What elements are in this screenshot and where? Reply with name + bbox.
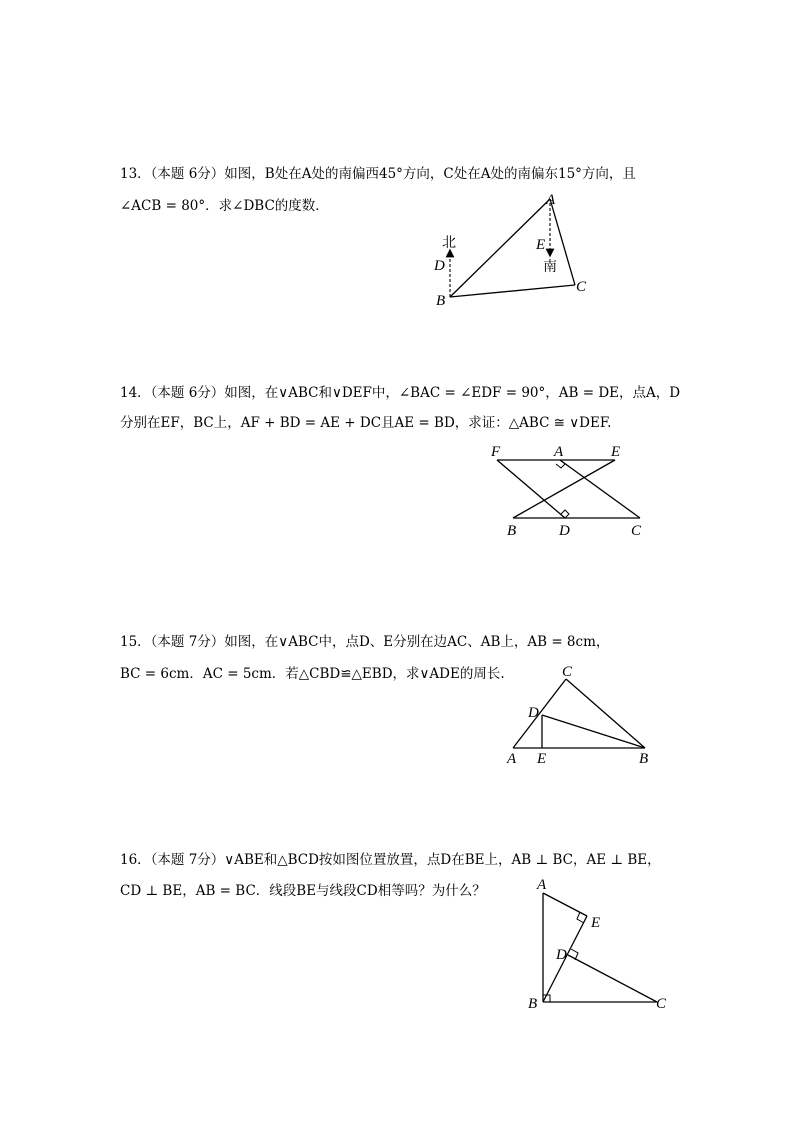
label-a: A: [554, 444, 564, 460]
problem-16-figure: [525, 875, 680, 1020]
label-c: C: [576, 279, 587, 295]
segment-db: [542, 715, 645, 748]
problem-13-figure: [420, 185, 620, 315]
problem-16-line-2: CD ⊥ BE，AB = BC．线段BE与线段CD相等吗？为什么？: [120, 883, 486, 899]
label-e: E: [536, 237, 546, 253]
right-angle-d: [561, 510, 569, 518]
label-b: B: [507, 523, 517, 539]
label-c: C: [656, 996, 667, 1012]
right-angle-a: [556, 460, 565, 468]
label-e: E: [537, 751, 547, 767]
problem-15-line-1: 15．（本题 7分）如图，在∨ABC中，点D、E分别在边AC、AB上，AB = 8cm，: [120, 634, 610, 650]
label-d: D: [556, 947, 567, 963]
problem-14-line-2: 分别在EF，BC上，AF + BD = AE + DC且AE = BD，求证：△ABC ≅ ∨DEF.: [120, 415, 612, 431]
label-d: D: [528, 705, 539, 721]
problem-14-line-1: 14．（本题 6分）如图，在∨ABC和∨DEF中，∠BAC = ∠EDF = 90°，AB = DE，点A，D: [120, 385, 681, 401]
problem-13-line-1: 13．（本题 6分）如图，B处在A处的南偏西45°方向，C处在A处的南偏东15°方向，且: [120, 166, 636, 182]
label-e: E: [591, 915, 601, 931]
label-b: B: [436, 293, 446, 309]
segment-cb: [566, 679, 645, 748]
segment-bc: [450, 285, 575, 297]
label-d: D: [559, 523, 570, 539]
segment-fd: [497, 460, 565, 518]
label-north: 北: [442, 235, 456, 251]
segment-dc: [568, 955, 657, 1002]
label-f: F: [491, 444, 501, 460]
label-south: 南: [543, 259, 557, 275]
label-c: C: [631, 523, 642, 539]
problem-13-line-2: ∠ACB = 80°．求∠DBC的度数．: [120, 198, 329, 214]
segment-ac: [513, 679, 566, 748]
segment-ae: [543, 893, 587, 916]
label-c: C: [562, 664, 573, 680]
label-a: A: [546, 192, 556, 208]
segment-ab: [450, 199, 550, 297]
label-a: A: [507, 751, 517, 767]
problem-14-figure: [485, 440, 665, 540]
label-b: B: [639, 751, 649, 767]
label-b: B: [528, 996, 538, 1012]
label-e: E: [611, 444, 621, 460]
problem-15-line-2: BC = 6cm．AC = 5cm．若△CBD≌△EBD，求∨ADE的周长.: [120, 666, 505, 682]
problem-15-figure: [500, 665, 660, 770]
label-d: D: [434, 258, 445, 274]
label-a: A: [537, 877, 547, 893]
problem-16-line-1: 16．（本题 7分）∨ABE和△BCD按如图位置放置，点D在BE上，AB ⊥ BC，AE ⊥ BE，: [120, 852, 661, 868]
